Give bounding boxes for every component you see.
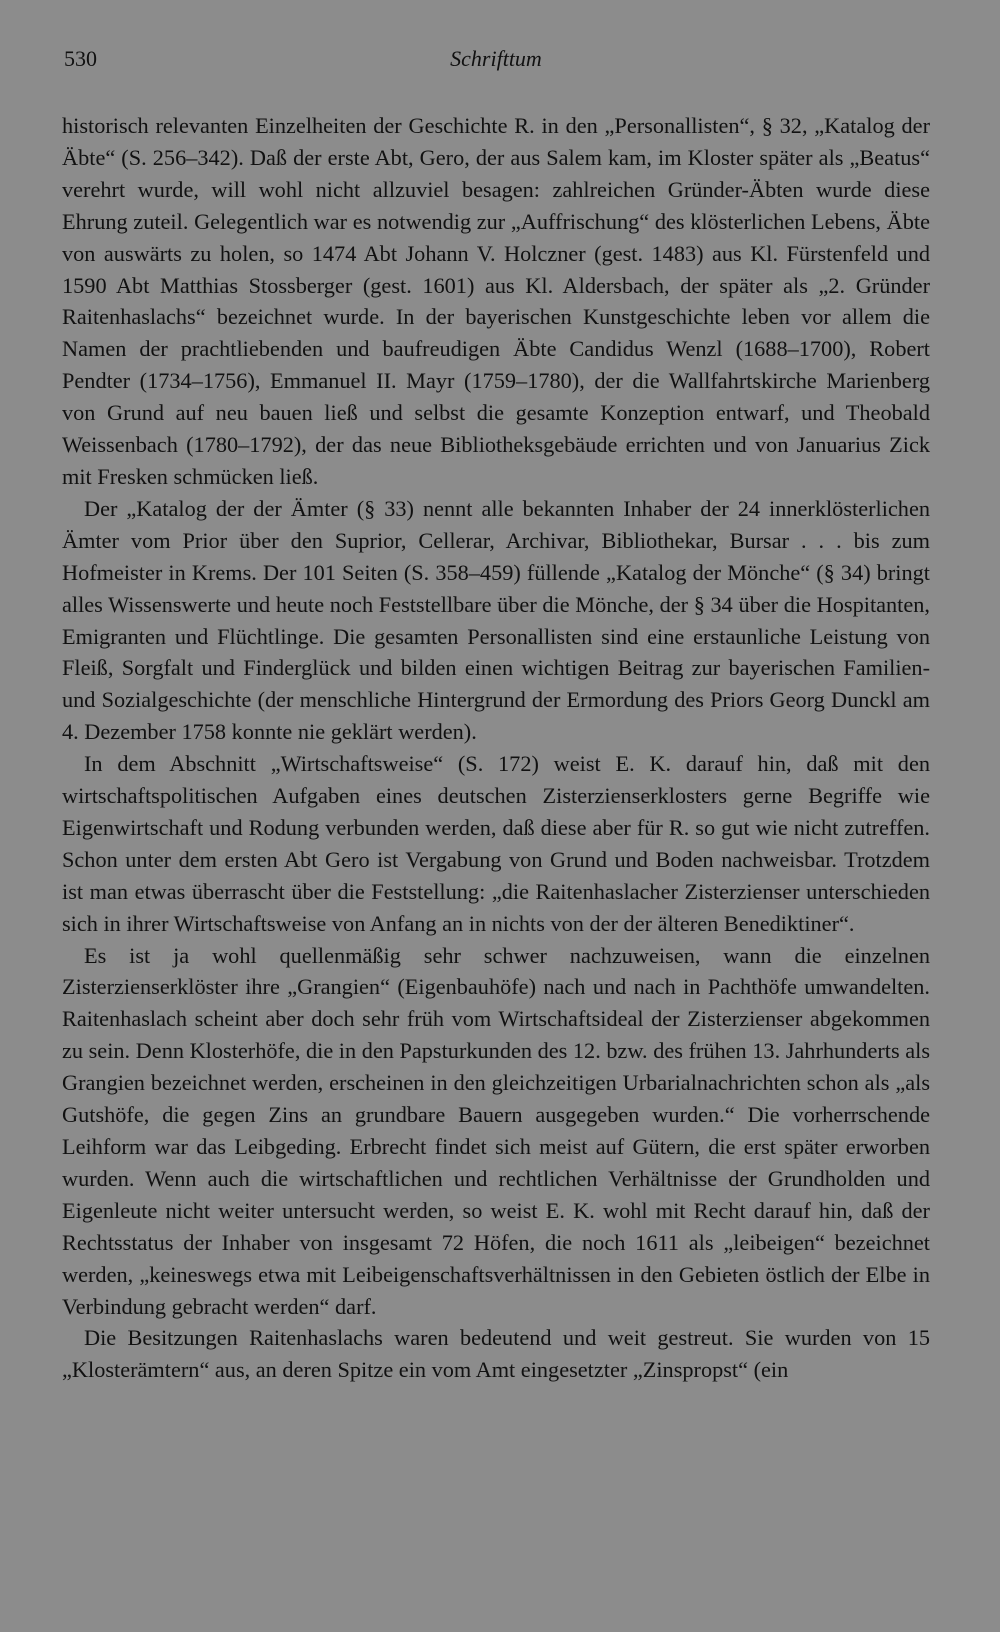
paragraph-4: Es ist ja wohl quellenmäßig sehr schwer nachzuweisen, wann die einzelnen Zisterzienserklöster ihre „Grangien“ (Eigenbauhöfe) nach und nach in Pachthöfe umwandelten. Raitenhaslach scheint aber doch sehr früh vom Wirtschaftsideal der Zisterzienser abgekommen zu sein. Denn Klosterhöfe, die in den Papsturkunden des 12. bzw. des frühen 13. Jahrhunderts als Grangien bezeichnet werden, erscheinen in den gleichzeitigen Urbarialnachrichten schon als „als Gutshöfe, die gegen Zins an grundbare Bauern ausgegeben wurden.“ Die vorherrschende Leihform war das Leibgeding. Erbrecht findet sich meist auf Gütern, die erst später erworben wurden. Wenn auch die wirtschaftlichen und rechtlichen Verhältnisse der Grundholden und Eigenleute nicht weiter untersucht werden, so weist E. K. wohl mit Recht darauf hin, daß der Rechtsstatus der Inhaber von insgesamt 72 Höfen, die noch 1611 als „leibeigen“ bezeichnet werden, „keineswegs etwa mit Leibeigenschaftsverhältnissen in den Gebieten östlich der Elbe in Verbindung gebracht werden“ darf. — [62, 942, 930, 1319]
page-header — [62, 46, 930, 82]
body-text — [62, 110, 930, 1386]
paragraph-2: Der „Katalog der der Ämter (§ 33) nennt alle bekannten Inhaber der 24 innerklösterlichen Ämter vom Prior über den Suprior, Cellerar, Archivar, Bibliothekar, Bursar . . . bis zum Hofmeister in Krems. Der 101 Seiten (S. 358–459) füllende „Katalog der Mönche“ (§ 34) bringt alles Wissenswerte und heute noch Feststellbare über die Mönche, der § 34 über die Hospitanten, Emigranten und Flüchtlinge. Die gesamten Personallisten sind eine erstaunliche Leistung von Fleiß, Sorgfalt und Finderglück und bilden einen wichtigen Beitrag zur bayerischen Familien- und Sozialgeschichte (der menschliche Hintergrund der Ermordung des Priors Georg Dunckl am 4. Dezember 1758 konnte nie geklärt werden). — [62, 495, 930, 745]
running-head: Schrifttum — [450, 46, 542, 71]
page-number: 530 — [64, 46, 97, 71]
paragraph-3: In dem Abschnitt „Wirtschaftsweise“ (S. 172) weist E. K. darauf hin, daß mit den wirtschaftspolitischen Aufgaben eines deutschen Zisterzienserklosters gerne Begriffe wie Eigenwirtschaft und Rodung verbunden werden, daß diese aber für R. so gut wie nicht zutreffen. Schon unter dem ersten Abt Gero ist Vergabung von Grund und Boden nachweisbar. Trotzdem ist man etwas überrascht über die Feststellung: „die Raitenhaslacher Zisterzienser unterschieden sich in ihrer Wirtschaftsweise von Anfang an in nichts von der der älteren Benediktiner“. — [62, 751, 930, 936]
paragraph-5: Die Besitzungen Raitenhaslachs waren bedeutend und weit gestreut. Sie wurden von 15 „Klosterämtern“ aus, an deren Spitze ein vom Amt eingesetzter „Zinspropst“ (ein — [62, 1325, 930, 1383]
paragraph-1: historisch relevanten Einzelheiten der Geschichte R. in den „Personallisten“, § 32, „Katalog der Äbte“ (S. 256–342). Daß der erste Abt, Gero, der aus Salem kam, im Kloster später als „Beatus“ verehrt wurde, will wohl nicht allzuviel besagen: zahlreichen Gründer-Äbten wurde diese Ehrung zuteil. Gelegentlich war es notwendig zur „Auffrischung“ des klösterlichen Lebens, Äbte von auswärts zu holen, so 1474 Abt Johann V. Holczner (gest. 1483) aus Kl. Fürstenfeld und 1590 Abt Matthias Stossberger (gest. 1601) aus Kl. Aldersbach, der später als „2. Gründer Raitenhaslachs“ bezeichnet wurde. In der bayerischen Kunstgeschichte leben vor allem die Namen der prachtliebenden und baufreudigen Äbte Candidus Wenzl (1688–1700), Robert Pendter (1734–1756), Emmanuel II. Mayr (1759–1780), der die Wallfahrtskirche Marienberg von Grund auf neu bauen ließ und selbst die gesamte Konzeption entwarf, und Theobald Weissenbach (1780–1792), der das neue Bibliotheksgebäude errichten und von Januarius Zick mit Fresken schmücken ließ. — [62, 113, 930, 489]
